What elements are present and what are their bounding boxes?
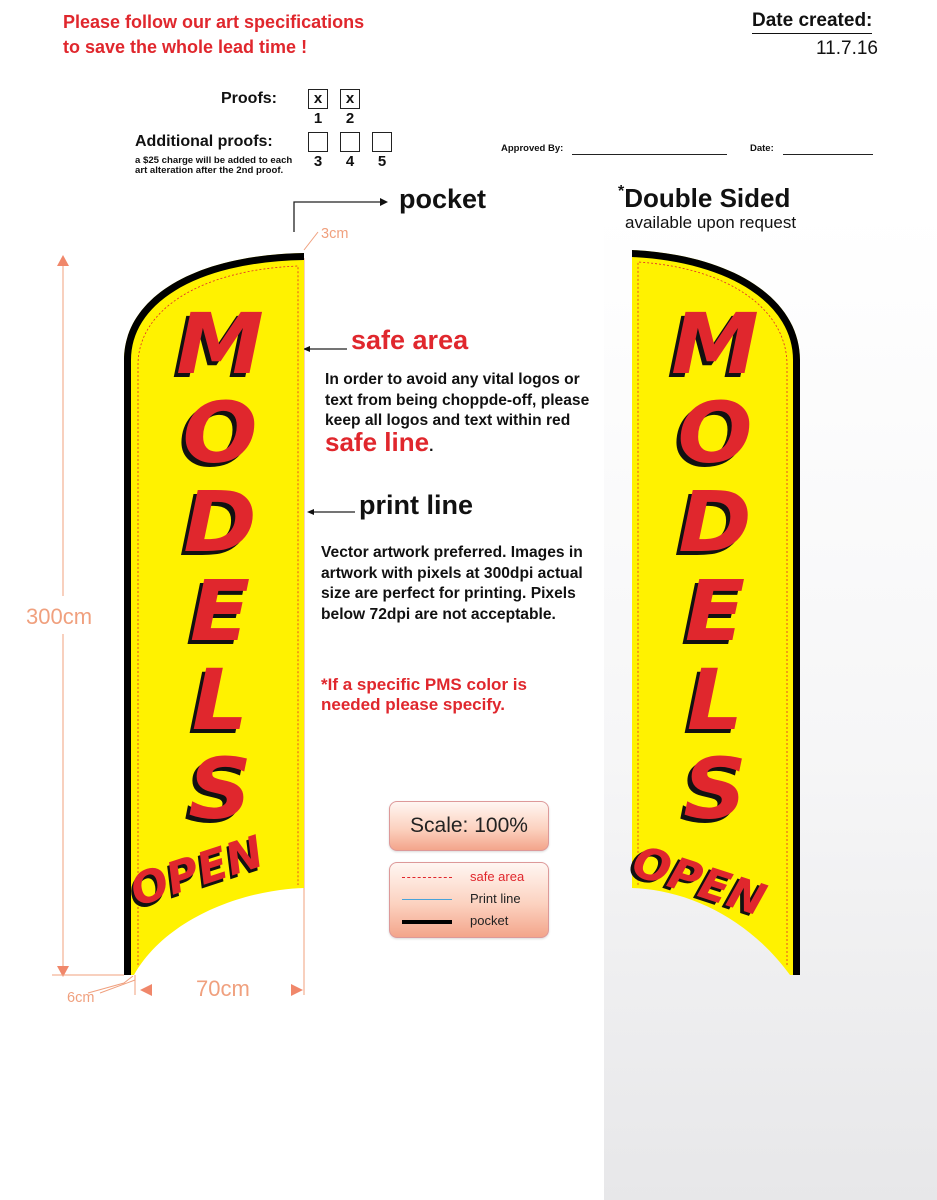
print-line-arrow-icon [307, 509, 314, 515]
front-letter-e: E [189, 562, 251, 660]
legend-safe-area-swatch [402, 877, 452, 878]
scale-label: Scale: 100% [410, 814, 528, 837]
approval-date-label: Date: [750, 143, 774, 154]
warning-line-1: Please follow our art specifications [63, 12, 365, 32]
back-flag-lettering [645, 295, 785, 838]
back-letter-m: M [671, 295, 759, 393]
back-letter-o: O [677, 384, 753, 482]
date-created-value: 11.7.16 [816, 38, 878, 59]
height-dimension: 300cm [26, 604, 93, 629]
height-arrow-up-icon [57, 255, 69, 266]
front-letter-s: S [188, 740, 252, 838]
scale-card [389, 801, 549, 851]
safe-area-title: safe area [351, 325, 469, 355]
front-flag-open-text: OPEN [124, 826, 270, 917]
approved-by-label: Approved By: [501, 143, 564, 154]
width-arrow-left-icon [140, 984, 152, 996]
width-dimension: 70cm [196, 976, 250, 1001]
proof-charge-note: a $25 charge will be added to each art alteration after the 2nd proof. [135, 155, 293, 176]
safe-line-emphasis: safe line [325, 426, 430, 457]
proof-number-4: 4 [345, 153, 355, 170]
front-letter-m: M [176, 295, 264, 393]
warning-line-2: to save the whole lead time ! [63, 37, 308, 57]
pocket-bottom-dimension: 6cm [67, 990, 95, 1006]
front-letter-l: L [191, 651, 249, 749]
back-letter-s: S [683, 740, 747, 838]
back-flag-open-text: OPEN [626, 836, 772, 927]
safe-area-text: In order to avoid any vital logos or text from being choppde-off, please keep all logos and text within red [325, 371, 590, 429]
print-line-description: Vector artwork preferred. Images in artwork with pixels at 300dpi actual size are perfect for printing. Pixels below 72dpi are not acceptable. [321, 544, 583, 623]
legend-pocket-swatch [402, 920, 452, 924]
pms-color-note: *If a specific PMS color is needed please specify. [321, 675, 527, 714]
width-arrow-right-icon [291, 984, 303, 996]
double-sided-asterisk: * [618, 183, 625, 200]
back-letter-e: E [684, 562, 746, 660]
pocket-leader-line [294, 202, 383, 232]
double-sided-title: Double Sided [624, 183, 791, 213]
front-flag-letters [147, 295, 294, 838]
legend-pocket-label: pocket [470, 913, 509, 928]
front-flag-lettering [150, 295, 290, 838]
pocket-width-leader [304, 232, 318, 250]
pocket-arrow-icon [380, 198, 388, 206]
pocket-width-dimension: 3cm [321, 226, 349, 242]
print-line-title: print line [359, 490, 473, 520]
proof-number-2: 2 [345, 110, 355, 127]
proof-number-1: 1 [313, 110, 323, 127]
additional-proofs-label: Additional proofs: [135, 133, 273, 150]
back-letter-l: L [686, 651, 744, 749]
legend-print-line-label: Print line [470, 891, 521, 906]
safe-line-period: . [429, 437, 434, 455]
proof-checkbox-2[interactable]: x [340, 89, 360, 109]
date-created-label: Date created: [752, 10, 872, 34]
double-sided-subtitle: available upon request [625, 213, 797, 232]
legend-safe-area-label: safe area [470, 869, 525, 884]
proofs-label: Proofs: [221, 90, 277, 107]
front-letter-o: O [182, 384, 258, 482]
pocket-bottom-leader [88, 976, 135, 993]
legend-card [389, 862, 549, 938]
proof-number-3: 3 [313, 153, 323, 170]
back-flag-letters [642, 295, 789, 838]
pocket-label: pocket [399, 184, 487, 214]
back-letter-d: D [678, 473, 752, 571]
front-letter-d: D [183, 473, 257, 571]
legend-print-line-swatch [402, 899, 452, 900]
proof-checkbox-1[interactable]: x [308, 89, 328, 109]
proof-number-5: 5 [377, 153, 387, 170]
